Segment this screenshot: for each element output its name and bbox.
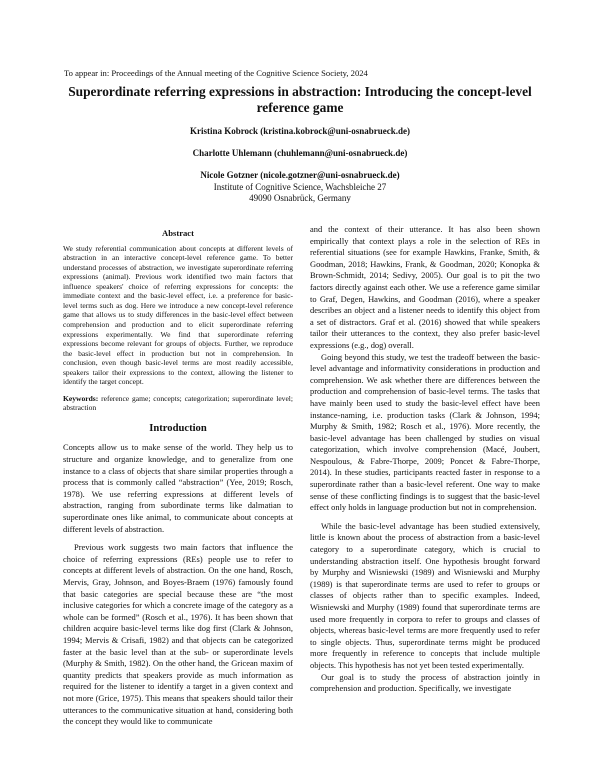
paragraph: and the context of their utterance. It has also been shown empirically that context plays a role in the selection of REs in referential situations (see for example Hawkins, Franke, Smith, & Goodman, 2018; Hawkins, Frank, & Goodman, 2020; Konopka & Brown-Schmidt, 2014; Sedivy, 2005). Our goal is to pit the two factors directly against each other. We use a reference game similar to Graf, Degen, Hawkins, and Goodman (2016), where a speaker describes an object and a listener needs to identify this object from a set of distractors. Graf et al. (2016) showed that while speakers tailor their utterances to the context, they also prefer basic-level expressions (e.g., dog) overall. [310, 224, 540, 350]
paper-title: Superordinate referring expressions in abstraction: Introducing the concept-level reference game [68, 84, 532, 115]
running-header: To appear in: Proceedings of the Annual meeting of the Cognitive Science Society, 2024 [64, 68, 368, 78]
paragraph: Concepts allow us to make sense of the world. They help us to structure and organize knowledge, and to generalize from one instance to a class of objects that share similar properties through a process that is commonly called “abstraction” (Yee, 2019; Rosch, 1978). We use referring expressions at different levels of abstraction, ranging from subordinate terms like dalmatian to superordinate ones like animal, to communicate about concepts at different levels of abstraction. [63, 442, 293, 534]
keywords-label: Keywords: [63, 393, 99, 403]
paragraph: Going beyond this study, we test the tradeoff between the basic-level advantage and informativity considerations in production and comprehension. We ask whether there are differences between the production and comprehension of basic-level terms. The tasks that have mainly been used to study the basic-level effect have been instance-naming, i.e. production tasks (Clark & Johnson, 1994; Murphy & Smith, 1982; Rosch et al., 1976). More recently, the basic-level advantage has been challenged by studies on visual categorization, which involve comprehension (Macé, Joubert, Nespoulous, & Fabre-Thorpe, 2009; Poncet & Fabre-Thorpe, 2014). In these studies, participants reacted faster in response to a superordinate rather than a basic-level referent. One way to make sense of these conflicting findings is to suggest that the basic-level effect only holds in language production but not in comprehension. [310, 351, 540, 513]
right-column [310, 224, 540, 695]
author-1 [60, 126, 540, 138]
left-column [63, 226, 293, 728]
author-name: Charlotte Uhlemann (chuhlemann@uni-osnabrueck.de) [192, 148, 408, 158]
author-address: 49090 Osnabrück, Germany [249, 193, 351, 204]
paragraph: While the basic-level advantage has been studied extensively, little is known about the process of abstraction from a basic-level category to a superordinate category, which is crucial to understanding abstraction itself. One hypothesis brought forward by Murphy and Wisniewski (1989) and Wisniewski and Murphy (1989) is that superordinate terms are used to refer to groups or classes of objects rather than to specific examples. Indeed, Wisniewski and Murphy (1989) found that superordinate terms are used more frequently in corpora to refer to groups and classes of objects, whereas basic-level terms are more frequently used to refer to single objects. Thus, superordinate terms might be produced more frequently in reference to concepts that include multiple objects. This hypothesis has not yet been tested experimentally. [310, 520, 540, 670]
keywords [63, 394, 293, 413]
author-affiliation: Institute of Cognitive Science, Wachsbleiche 27 [213, 181, 387, 192]
author-2 [60, 148, 540, 160]
abstract-text: We study referential communication about concepts at different levels of abstraction in an interactive concept-level reference game. To better understand processes of abstraction, we investigate superordinate referring expressions (animal). Previous work identified two main factors that influence speakers' choice of referring expressions for concepts: the immediate context and the basic-level effect, i.e. a preference for basic-level terms such as dog. Here we introduce a new concept-level reference game that allows us to study differences in the basic-level effect between comprehension and production and to elicit superordinate referring expressions experimentally. We find that superordinate referring expressions become relevant for groups of objects. Further, we reproduce the basic-level effect in production but not in comprehension. In conclusion, even though basic-level terms are most readily accessible, speakers tailor their expressions to the context, allowing the listener to identify the target concept. [63, 243, 293, 387]
paragraph: Previous work suggests two main factors that influence the choice of referring expressions (REs) people use to refer to concepts at different levels of abstraction. On the one hand, Rosch, Mervis, Gray, Johnson, and Boyes-Braem (1976) famously found that basic categories are special because these are “the most inclusive categories for which a concrete image of the category as a whole can be formed” (Rosch et al., 1976). It has been shown that children acquire basic-level terms like dog first (Clark & Johnson, 1994; Mervis & Crisafi, 1982) and that objects can be categorized faster at the basic level than at the sub- or superordinate levels (Murphy & Smith, 1982). On the other hand, the Gricean maxim of quantity predicts that speakers provide as much information as required for the listener to identify a target in a given context and not more (Grice, 1975). This means that speakers should tailor their utterances to the communicative situation at hand, considering both the concept they would like to communicate [63, 542, 293, 727]
paragraph: Our goal is to study the process of abstraction jointly in comprehension and production. Specifically, we investigate [310, 671, 540, 694]
author-name: Kristina Kobrock (kristina.kobrock@uni-osnabrueck.de) [189, 126, 411, 136]
author-name: Nicole Gotzner (nicole.gotzner@uni-osnabrueck.de) [200, 170, 400, 180]
keywords-text: reference game; concepts; categorization; superordinate level; abstraction [63, 393, 293, 413]
abstract-heading: Abstract [162, 228, 194, 238]
author-3 [60, 170, 540, 205]
section-heading-introduction: Introduction [149, 422, 207, 434]
